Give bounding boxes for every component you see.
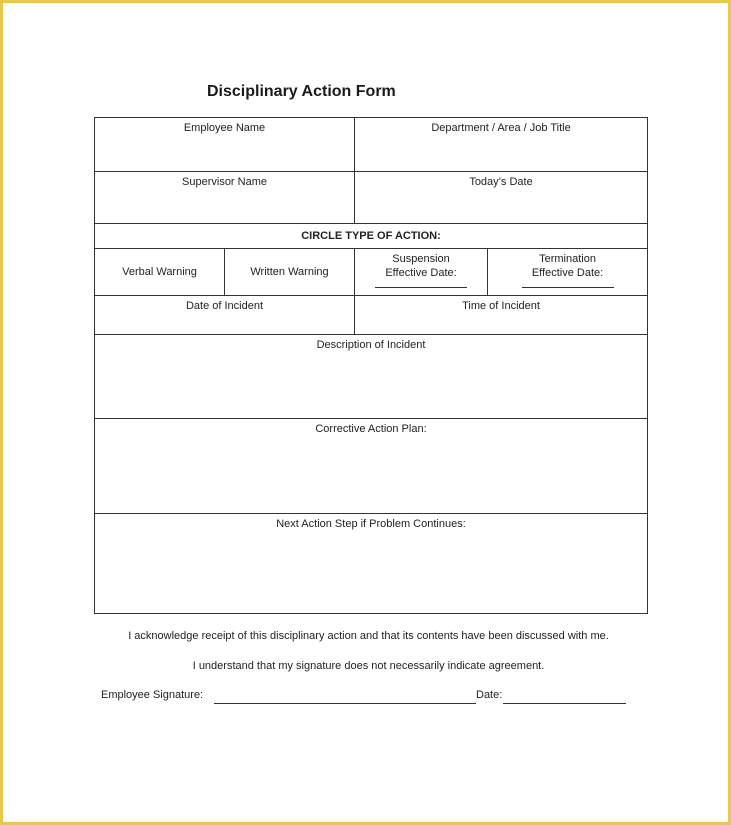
termination-option[interactable]	[488, 249, 648, 296]
date-of-incident-field[interactable]	[95, 296, 355, 335]
termination-date-label: Effective Date:	[531, 267, 604, 279]
time-of-incident-field[interactable]	[355, 296, 648, 335]
suspension-date-label: Effective Date:	[385, 267, 457, 279]
form-table	[94, 117, 648, 614]
employee-signature-label: Employee Signature:	[101, 689, 204, 701]
employee-name-field[interactable]	[95, 118, 355, 172]
todays-date-label: Today’s Date	[469, 176, 533, 188]
acknowledgement-text: I acknowledge receipt of this disciplinary action and that its contents have been discussed with me.	[128, 630, 609, 642]
supervisor-name-label: Supervisor Name	[182, 176, 267, 188]
employee-name-label: Employee Name	[183, 122, 266, 134]
next-step-label: Next Action Step if Problem Continues:	[276, 518, 466, 530]
action-type-header	[95, 224, 648, 249]
employee-signature-line[interactable]	[214, 703, 476, 704]
verbal-warning-option[interactable]	[95, 249, 225, 296]
suspension-date-blank[interactable]	[375, 281, 467, 288]
suspension-option[interactable]	[355, 249, 488, 296]
date-label: Date:	[476, 689, 503, 701]
corrective-plan-label: Corrective Action Plan:	[315, 423, 427, 435]
department-field[interactable]	[355, 118, 648, 172]
signature-date-line[interactable]	[503, 703, 626, 704]
suspension-label: Suspension	[392, 253, 450, 265]
description-field[interactable]	[95, 335, 648, 419]
description-label: Description of Incident	[316, 339, 426, 351]
todays-date-field[interactable]	[355, 172, 648, 224]
date-of-incident-label: Date of Incident	[185, 300, 264, 312]
time-of-incident-label: Time of Incident	[462, 300, 540, 312]
written-warning-option[interactable]	[225, 249, 355, 296]
termination-date-blank[interactable]	[522, 281, 614, 288]
corrective-plan-field[interactable]	[95, 419, 648, 514]
next-step-field[interactable]	[95, 514, 648, 614]
termination-label: Termination	[539, 253, 596, 265]
written-warning-label: Written Warning	[250, 266, 329, 278]
supervisor-name-field[interactable]	[95, 172, 355, 224]
agreement-disclaimer: I understand that my signature does not necessarily indicate agreement.	[192, 660, 545, 672]
form-title: Disciplinary Action Form	[207, 83, 396, 100]
verbal-warning-label: Verbal Warning	[122, 266, 197, 278]
circle-type-label: CIRCLE TYPE OF ACTION:	[301, 230, 441, 242]
department-label: Department / Area / Job Title	[431, 122, 571, 134]
